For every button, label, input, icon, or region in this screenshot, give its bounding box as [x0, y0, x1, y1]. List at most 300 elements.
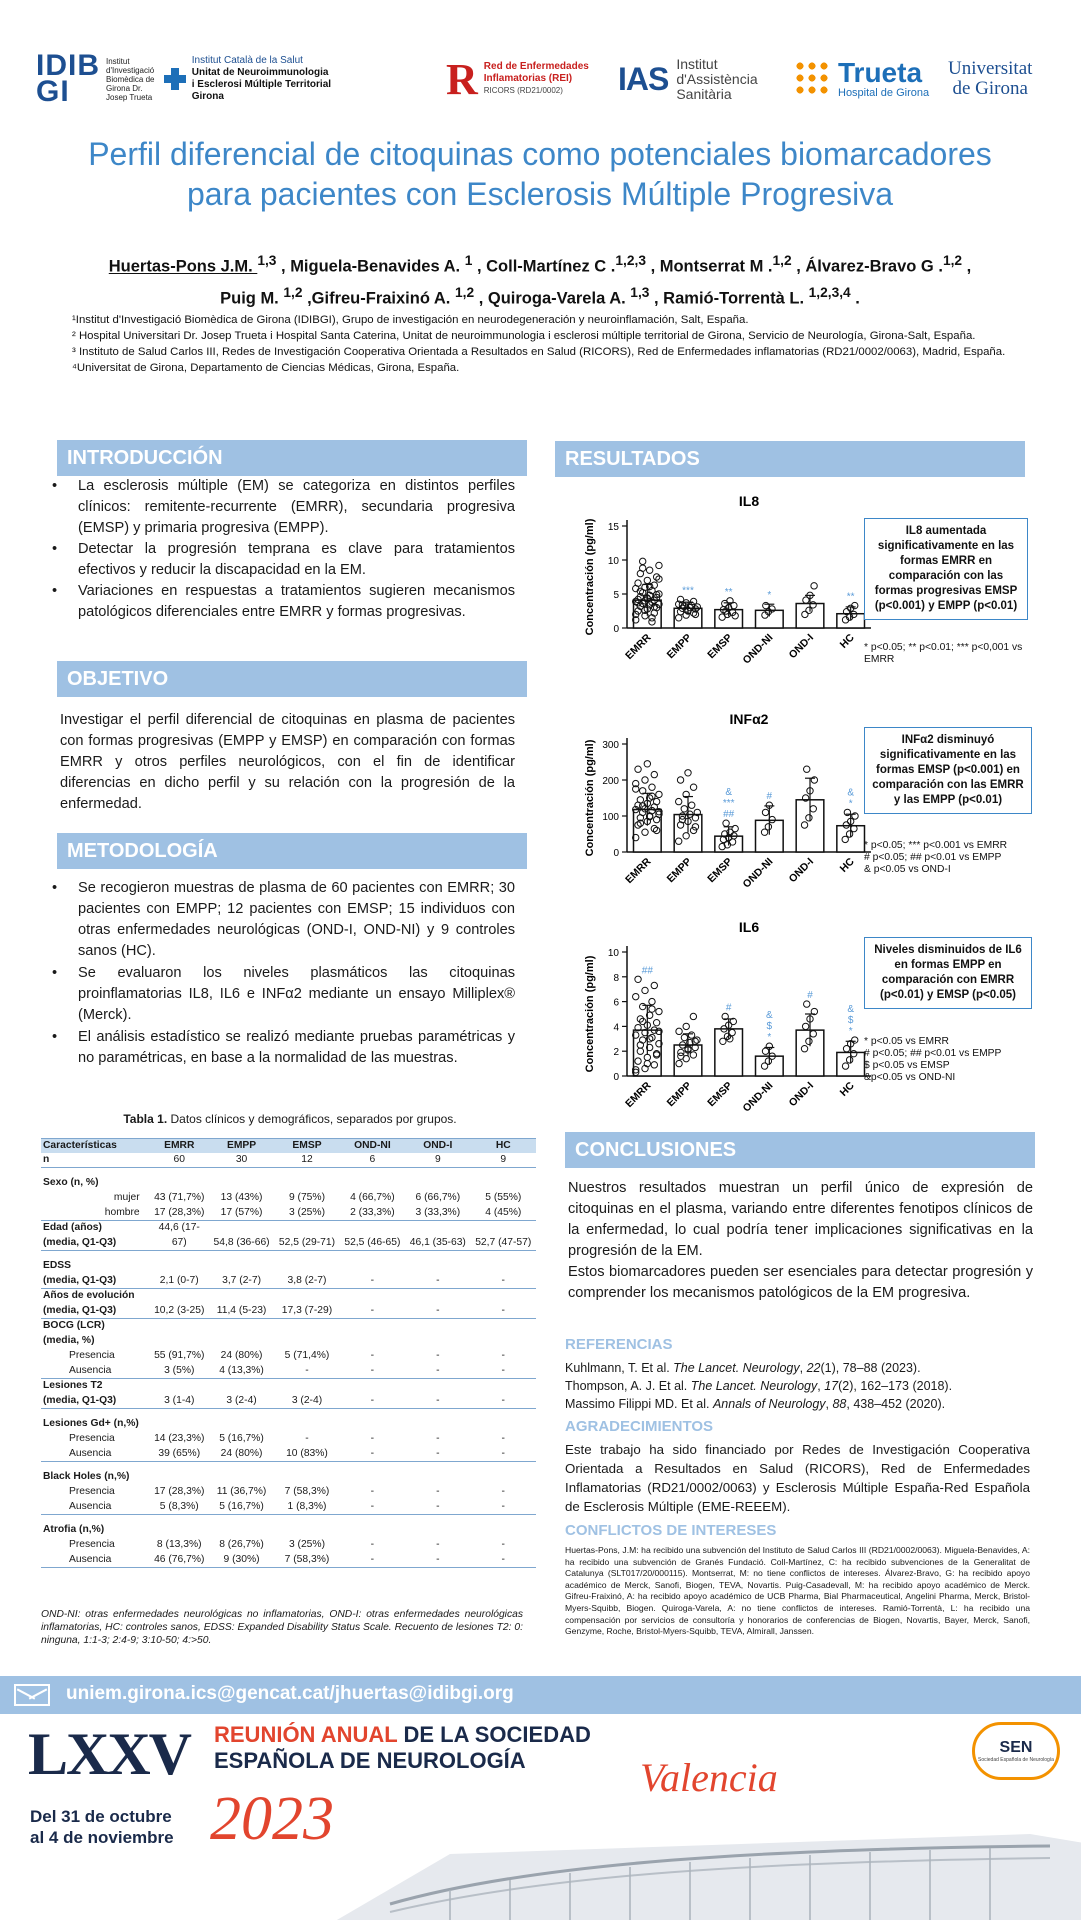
data-point: [804, 1001, 810, 1007]
references-list: [565, 1359, 1035, 1413]
table-cell: [471, 1417, 536, 1432]
table-cell: [405, 1221, 470, 1236]
x-tick-label: EMPP: [664, 855, 695, 886]
table-row: [41, 1259, 536, 1274]
bullet-item: • El análisis estadístico se realizó mediante pruebas paramétricas y no paramétricas, en base a la normalidad de las muestras.: [78, 1027, 515, 1069]
table-cell: [274, 1470, 339, 1485]
table-cell: mujer: [113, 1192, 140, 1203]
clinical-table: [41, 1138, 536, 1568]
x-tick-label: EMSP: [705, 855, 735, 886]
x-tick-label: OND-NI: [740, 1079, 776, 1115]
data-point: [732, 825, 738, 831]
table-cell: 3 (25%): [288, 1539, 325, 1550]
table-cell: [471, 1319, 536, 1334]
table-cell: [405, 1251, 470, 1259]
table-row: [41, 1334, 536, 1349]
table-cell: Edad (años): [43, 1222, 102, 1234]
bullet-item: • Detectar la progresión temprana es clave para tratamientos efectivos y reducir la discapacidad en la EM.: [78, 539, 515, 581]
author-name: , Montserrat M .: [645, 257, 773, 276]
references-heading: REFERENCIAS: [565, 1336, 673, 1353]
data-point: [690, 598, 696, 604]
table-row: [41, 1153, 536, 1168]
y-tick-label: 100: [602, 812, 619, 823]
legend-line: # p<0.05; ## p<0.01 vs EMPP: [864, 1048, 1002, 1059]
legend-line: * p<0.05; *** p<0.001 vs EMRR: [864, 840, 1008, 851]
data-point: [642, 777, 648, 783]
author-name: , Álvarez-Bravo G .: [791, 257, 943, 276]
reference-item: Massimo Filippi MD. Et al. Annals of Neurology, 88, 438–452 (2020).: [565, 1397, 946, 1411]
table-cell: [41, 1515, 150, 1523]
table-cell: Atrofia (n,%): [43, 1524, 105, 1535]
y-axis-label: Concentración (pg/ml): [584, 955, 596, 1073]
table-row: [41, 1251, 536, 1259]
table-cell: 6 (66,7%): [415, 1192, 461, 1203]
table-cell: 30: [209, 1153, 274, 1168]
table-cell: 4 (66,7%): [350, 1192, 395, 1203]
table-cell: -: [340, 1500, 405, 1515]
data-point: [811, 583, 817, 589]
table-cell: [209, 1221, 274, 1236]
chart-title: IL8: [738, 493, 760, 509]
data-point: [723, 820, 729, 826]
table-cell: [471, 1334, 536, 1349]
significance-label: &: [847, 787, 855, 799]
trueta-dots-icon: [794, 60, 832, 98]
table-cell: [405, 1176, 470, 1191]
data-point: [649, 998, 655, 1004]
table-cell: -: [471, 1394, 536, 1409]
contact-bar: [0, 1676, 1081, 1714]
table-cell: 17,3 (7-29): [274, 1304, 339, 1319]
table-cell: [274, 1221, 339, 1236]
table-row: [41, 1304, 536, 1319]
table-cell: 9 (75%): [288, 1192, 325, 1203]
table-row: [41, 1364, 536, 1379]
y-tick-label: 6: [613, 997, 619, 1009]
objective-heading: OBJETIVO: [57, 661, 527, 697]
data-point: [639, 1003, 645, 1009]
table-cell: [340, 1523, 405, 1538]
affiliations: [72, 312, 1032, 376]
author-affil-sup: 1,2,3: [615, 253, 646, 268]
significance-label: #: [766, 791, 773, 803]
table-cell: 17 (28,3%): [150, 1206, 209, 1221]
table-header: Características: [41, 1139, 150, 1153]
table-cell: -: [340, 1304, 405, 1319]
table-cell: [340, 1319, 405, 1334]
table-cell: [340, 1515, 405, 1523]
data-point: [690, 1013, 696, 1019]
table-cell: [471, 1251, 536, 1259]
congress-year: 2023: [210, 1785, 334, 1853]
table-cell: 7 (58,3%): [284, 1486, 330, 1497]
table-cell: 3 (25%): [274, 1206, 339, 1221]
table-row: [41, 1523, 536, 1538]
data-point: [676, 1028, 682, 1034]
data-point: [649, 1006, 655, 1012]
table-cell: [41, 1462, 150, 1470]
table-cell: [274, 1379, 339, 1394]
table-cell: (media, Q1-Q3): [41, 1274, 150, 1289]
x-tick-label: HC: [837, 631, 857, 651]
table-cell: 11,4 (5-23): [209, 1304, 274, 1319]
table-cell: 3 (2-4): [209, 1394, 274, 1409]
table-cell: 10 (83%): [274, 1447, 339, 1462]
acknowledgements-heading: AGRADECIMIENTOS: [565, 1418, 714, 1435]
sen-logo: SEN Sociedad Española de Neurología: [972, 1722, 1060, 1780]
logo-bar: [36, 44, 1046, 114]
table-cell: [274, 1334, 339, 1349]
table-cell: 46 (76,7%): [154, 1553, 205, 1565]
table-cell: 54,8 (36-66): [209, 1236, 274, 1251]
significance-label: $: [847, 1015, 854, 1027]
table-cell: [340, 1221, 405, 1236]
author-name: ,Gifreu-Fraixinó A.: [302, 289, 455, 307]
table-cell: Lesiones T2: [43, 1380, 103, 1392]
table-cell: [274, 1462, 339, 1470]
table-cell: -: [405, 1274, 470, 1289]
table-cell: [405, 1523, 470, 1538]
table-cell: [150, 1259, 209, 1274]
table-cell: 9: [405, 1153, 470, 1168]
table-cell: Sexo (n, %): [43, 1177, 99, 1188]
significance-label: *: [767, 590, 772, 602]
legend-line: * p<0.05; ** p<0.01; *** p<0,001 vs EMRR: [864, 642, 1023, 665]
author-name: , Ramió-Torrentà L.: [649, 289, 809, 307]
data-point: [683, 1023, 689, 1029]
table-cell: -: [436, 1539, 440, 1550]
table-cell: Black Holes (n,%): [43, 1471, 130, 1482]
table-cell: [274, 1515, 339, 1523]
intro-heading: INTRODUCCIÓN: [57, 440, 527, 476]
author-affil-sup: 1: [464, 253, 473, 268]
table-cell: 43 (71,7%): [154, 1192, 205, 1203]
legend-line: $ p<0.05 vs EMSP: [864, 1060, 950, 1071]
table-cell: 2,1 (0-7): [150, 1274, 209, 1289]
methods-bullets: [78, 878, 515, 1070]
table-cell: [340, 1289, 405, 1304]
table-cell: -: [405, 1447, 470, 1462]
table-cell: Ausencia: [69, 1553, 112, 1565]
significance-label: *: [767, 1032, 772, 1044]
il8-summary-box: IL8 aumentada significativamente en las formas EMRR en comparación con las formas progresivas EMSP (p<0.001) y EMPP (p<0.01): [864, 518, 1028, 620]
table-cell: Ausencia: [41, 1447, 150, 1462]
y-tick-label: 4: [613, 1022, 619, 1034]
data-point: [646, 567, 652, 573]
table-cell: -: [405, 1304, 470, 1319]
x-tick-label: EMRR: [623, 631, 654, 662]
table-row: [41, 1176, 536, 1191]
table-cell: [405, 1259, 470, 1274]
legend-line: # p<0.05; ## p<0.01 vs EMPP: [864, 852, 1002, 863]
table-row: [41, 1274, 536, 1289]
data-point: [635, 766, 641, 772]
table-cell: hombre: [41, 1206, 150, 1221]
bullet-item: • Se evaluaron los niveles plasmáticos las citoquinas proinflamatorias IL8, IL6 e INFα2 mediante un ensayo Milliplex® (Merck).: [78, 963, 515, 1026]
data-point: [653, 1019, 659, 1025]
table-cell: BOCG (LCR): [43, 1320, 105, 1332]
table-cell: -: [274, 1364, 339, 1379]
table-cell: 12: [274, 1153, 339, 1168]
building-illustration: [330, 1794, 1081, 1920]
table-cell: [150, 1319, 209, 1334]
y-tick-label: 10: [607, 556, 619, 567]
data-point: [644, 577, 650, 583]
table-cell: -: [405, 1364, 470, 1379]
table-cell: [340, 1462, 405, 1470]
table-cell: -: [305, 1433, 309, 1444]
table-row: [41, 1168, 536, 1176]
table-cell: [150, 1470, 209, 1485]
table-cell: 10,2 (3-25): [150, 1304, 209, 1319]
table-cell: (media, Q1-Q3): [41, 1236, 150, 1251]
table-cell: n: [41, 1153, 150, 1168]
table-cell: [209, 1289, 274, 1304]
table-cell: [471, 1409, 536, 1417]
table-cell: [340, 1168, 405, 1176]
y-axis-label: Concentración (pg/ml): [584, 518, 596, 636]
table-cell: -: [471, 1447, 536, 1462]
table-caption: Tabla 1. Datos clínicos y demográficos, separados por grupos.: [123, 1112, 457, 1126]
table-cell: [471, 1515, 536, 1523]
author-name: Puig M.: [220, 289, 284, 307]
data-point: [852, 1037, 858, 1043]
significance-label: #: [725, 1002, 732, 1014]
trueta-logo: Trueta Hospital de Girona: [794, 44, 954, 114]
table-cell: -: [501, 1350, 505, 1361]
table-cell: [209, 1168, 274, 1176]
table-cell: -: [436, 1433, 440, 1444]
table-cell: [150, 1523, 209, 1538]
table-cell: [471, 1221, 536, 1236]
congress-city: Valencia: [640, 1755, 778, 1800]
affiliation-line: ⁴Universitat de Girona, Departamento de Ciencias Médicas, Girona, España.: [72, 362, 460, 374]
significance-label: &: [725, 787, 733, 799]
table-cell: [471, 1379, 536, 1394]
table-cell: [150, 1462, 209, 1470]
table-cell: 3 (1-4): [150, 1394, 209, 1409]
significance-label: &: [847, 1004, 855, 1016]
congress-number: LXXV: [28, 1721, 191, 1787]
data-point: [656, 562, 662, 568]
table-cell: -: [370, 1539, 375, 1550]
poster-title: Perfil diferencial de citoquinas como potenciales biomarcadores para pacientes con Esclerosis Múltiple Progresiva: [88, 136, 992, 212]
table-cell: 5 (71,4%): [284, 1350, 330, 1361]
il6-chart: [575, 916, 875, 1138]
table-cell: [471, 1259, 536, 1274]
table-cell: [209, 1379, 274, 1394]
x-tick-label: OND-I: [786, 855, 817, 886]
table-cell: [340, 1470, 405, 1485]
table-cell: [405, 1409, 470, 1417]
table-cell: [340, 1409, 405, 1417]
table-cell: 9: [471, 1153, 536, 1168]
table-cell: [150, 1289, 209, 1304]
author-name: , Miguela-Benavides A.: [276, 257, 465, 276]
table-cell: [340, 1176, 405, 1191]
data-point: [635, 976, 641, 982]
table-cell: -: [471, 1500, 536, 1515]
significance-label: ***: [722, 798, 735, 810]
y-tick-label: 200: [602, 776, 619, 787]
table-cell: [209, 1334, 274, 1349]
table-cell: [209, 1259, 274, 1274]
table-cell: 8 (26,7%): [219, 1539, 264, 1550]
table-cell: -: [405, 1394, 470, 1409]
bullet-item: • Variaciones en respuestas a tratamientos sugieren mecanismos patológicos diferenciales entre EMRR y formas progresivas.: [78, 581, 515, 623]
conclusions-heading: CONCLUSIONES: [565, 1132, 1035, 1168]
table-row: [41, 1462, 536, 1470]
x-tick-label: EMRR: [623, 1079, 654, 1110]
reference-item: Thompson, A. J. Et al. The Lancet. Neurology, 17(2), 162–173 (2018).: [565, 1379, 953, 1393]
table-cell: -: [370, 1350, 375, 1361]
affiliation-line: ¹Institut d'Investigació Biomèdica de Girona (IDIBGI), Grupo de investigación en neurodegeneración y neuroinflamación, Salt, España.: [72, 314, 749, 326]
table-cell: [405, 1289, 470, 1304]
table-cell: 3 (5%): [150, 1364, 209, 1379]
significance-label: **: [724, 586, 733, 598]
table-cell: [405, 1168, 470, 1176]
table-cell: 24 (80%): [209, 1447, 274, 1462]
data-point: [651, 982, 657, 988]
author-list: Huertas-Pons J.M. $^{1,3}$ , Miguela-Benavides A. $^1$ , Coll-Martínez C .$^{1,2,3}$ , Montserrat M .$^{1,2}$ , Álvarez-Bravo G .$^{1,2}$ , Puig M. $^{1,2}$ ,Gifreu-Fraixinó A. $^{1,2}$ , Quiroga-Varela A. $^{1,3}$ , Ramió-Torrentà L. $^{1,2,3,4}$ .: [108, 253, 972, 307]
table-cell: 55 (91,7%): [154, 1350, 205, 1361]
table-cell: 11 (36,7%): [216, 1486, 267, 1497]
table-cell: [274, 1289, 339, 1304]
y-tick-label: 15: [607, 522, 619, 533]
table-cell: Presencia: [69, 1350, 115, 1361]
table-cell: [209, 1515, 274, 1523]
table-cell: -: [501, 1433, 505, 1444]
table-cell: -: [436, 1350, 440, 1361]
table-cell: -: [471, 1274, 536, 1289]
table-cell: [274, 1417, 339, 1432]
table-row: [41, 1319, 536, 1334]
y-tick-label: 0: [613, 1072, 619, 1083]
table-cell: -: [471, 1304, 536, 1319]
data-point: [685, 770, 691, 776]
table-cell: [150, 1409, 209, 1417]
table-cell: -: [370, 1553, 375, 1565]
author-name: , Quiroga-Varela A.: [474, 289, 631, 307]
table-cell: 60: [150, 1153, 209, 1168]
table-row: [41, 1206, 536, 1221]
contact-email[interactable]: uniem.girona.ics@gencat.cat/jhuertas@idibgi.org: [66, 1683, 514, 1704]
significance-label: ##: [641, 965, 653, 977]
table-cell: 9 (30%): [223, 1553, 260, 1565]
table-cell: [209, 1176, 274, 1191]
results-heading: RESULTADOS: [555, 441, 1025, 477]
table-row: [41, 1409, 536, 1417]
table-cell: 2 (33,3%): [340, 1206, 405, 1221]
significance-label: *: [848, 1026, 853, 1038]
table-cell: Presencia: [69, 1539, 115, 1550]
data-point: [804, 766, 810, 772]
table-cell: -: [340, 1274, 405, 1289]
data-point: [681, 1034, 687, 1040]
table-cell: 46,1 (35-63): [405, 1236, 470, 1251]
table-cell: 44,6 (17-: [158, 1222, 200, 1234]
table-header: OND-NI: [340, 1139, 405, 1153]
table-cell: -: [501, 1553, 505, 1565]
table-cell: 14 (23,3%): [154, 1433, 205, 1444]
il6-legend: [864, 1036, 1044, 1084]
table-cell: [405, 1319, 470, 1334]
y-tick-label: 5: [613, 590, 619, 601]
infa2-summary-box: INFα2 disminuyó significativamente en las formas EMSP (p<0.001) en comparación con las EMRR y las EMPP (p<0.01): [864, 727, 1032, 814]
table-cell: [209, 1409, 274, 1417]
table-row: [41, 1191, 536, 1206]
congress-banner: [0, 1714, 1081, 1920]
conclusions-text: Nuestros resultados muestran un perfil único de expresión de citoquinas en el plasma, variando entre diferentes fenotipos clínicos de la enfermedad, lo cual podría tener implicaciones significativas en la progresión de la EM. Estos biomarcadores pueden ser esenciales para detectar progresión y comprender los mecanismos patológicos de la EM progresiva.: [568, 1180, 1033, 1301]
author-name: .: [850, 289, 860, 307]
y-axis-label: Concentración (pg/ml): [584, 739, 596, 857]
table-cell: [209, 1417, 274, 1432]
table-row: [41, 1289, 536, 1304]
table-cell: 24 (80%): [220, 1350, 263, 1361]
author-name: , Coll-Martínez C .: [472, 257, 616, 276]
data-point: [651, 771, 657, 777]
table-cell: [340, 1251, 405, 1259]
methods-heading: METODOLOGÍA: [57, 833, 527, 869]
table-cell: 6: [340, 1153, 405, 1168]
conflicts-heading: CONFLICTOS DE INTERESES: [565, 1522, 777, 1539]
data-point: [689, 802, 695, 808]
table-cell: 5 (16,7%): [209, 1500, 274, 1515]
table-cell: -: [436, 1553, 440, 1565]
table-cell: -: [405, 1500, 470, 1515]
table-cell: -: [501, 1486, 505, 1497]
chart-title: INFα2: [729, 711, 769, 727]
y-tick-label: 300: [602, 740, 619, 751]
table-row: [41, 1500, 536, 1515]
table-row: [41, 1417, 536, 1432]
table-cell: [471, 1168, 536, 1176]
table-row: [41, 1394, 536, 1409]
table-cell: [471, 1176, 536, 1191]
table-cell: [150, 1379, 209, 1394]
ics-logo: Institut Català de la Salut Unitat de Neuroimmunologia i Esclerosi Múltiple Territorial Girona: [164, 44, 364, 114]
table-cell: -: [471, 1364, 536, 1379]
x-tick-label: EMPP: [664, 631, 695, 662]
table-row: [41, 1432, 536, 1447]
y-tick-label: 10: [607, 948, 619, 959]
data-point: [649, 784, 655, 790]
infa2-legend: [864, 840, 1044, 876]
table-cell: [405, 1379, 470, 1394]
table-cell: 5 (16,7%): [219, 1433, 264, 1444]
table-cell: [41, 1409, 150, 1417]
table-cell: 13 (43%): [220, 1192, 263, 1203]
chart-title: IL6: [738, 919, 760, 935]
table-row: [41, 1515, 536, 1523]
y-tick-label: 2: [613, 1047, 619, 1059]
data-point: [642, 987, 648, 993]
table-cell: [405, 1470, 470, 1485]
table-cell: [150, 1176, 209, 1191]
table-cell: -: [436, 1486, 440, 1497]
table-cell: [471, 1462, 536, 1470]
table-cell: [209, 1462, 274, 1470]
table-row: [41, 1236, 536, 1251]
table-cell: [340, 1259, 405, 1274]
il8-legend: [864, 642, 1044, 666]
table-cell: [150, 1334, 209, 1349]
congress-dates: Del 31 de octubre al 4 de noviembre: [30, 1807, 174, 1847]
author-affil-sup: 1,2: [283, 284, 303, 300]
affiliation-line: ³ Instituto de Salud Carlos III, Redes de Investigación Cooperativa Orientada a Resultados en Salud (RICORS), Red de Enfermedades inflamatorias (RD21/0002/0063), Madrid, España.: [72, 346, 1006, 358]
data-point: [633, 993, 639, 999]
table-row: [41, 1485, 536, 1500]
